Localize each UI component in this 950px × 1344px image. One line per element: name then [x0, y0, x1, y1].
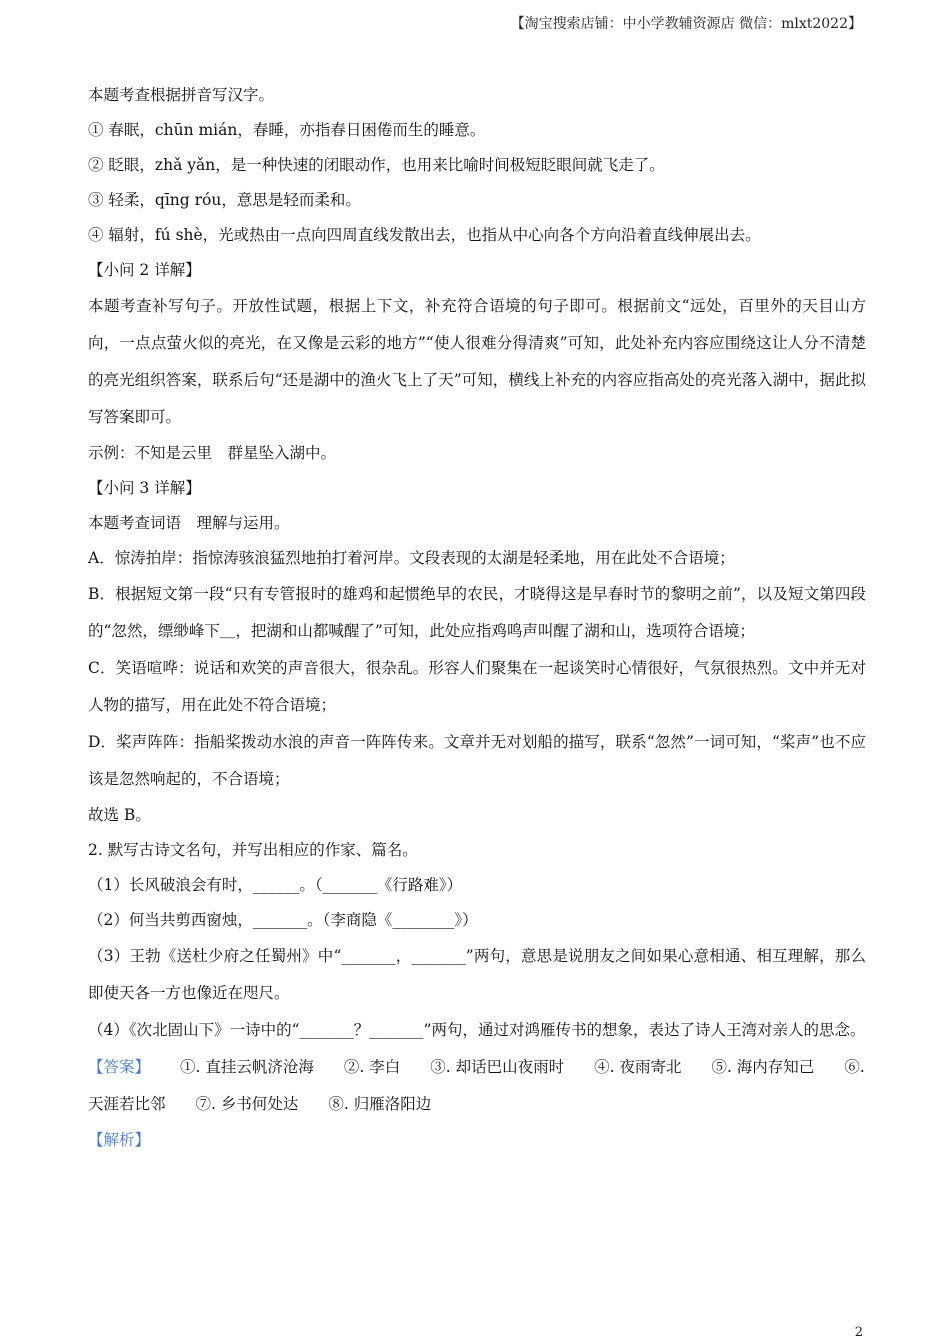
- page-number: 2: [854, 1325, 863, 1340]
- section-heading: 【小问 3 详解】: [88, 479, 201, 497]
- answer-item: ⑥. 天涯若比邻: [88, 1058, 865, 1113]
- answer-item: ⑧. 归雁洛阳边: [328, 1095, 432, 1113]
- option-c: C．笑语喧哗：说话和欢笑的声音很大，很杂乱。形容人们聚集在一起谈笑时心情很好，气氛很热烈。文中并无对人物的描写，用在此处不符合语境；: [88, 659, 866, 714]
- question-title: 2. 默写古诗文名句，并写出相应的作家、篇名。: [88, 841, 418, 859]
- text-line: 本题考查词语 理解与运用。: [88, 514, 290, 532]
- text-line: ④ 辐射，fú shè，光或热由一点向四周直线发散出去，也指从中心向各个方向沿着直线伸展出去。: [88, 226, 761, 244]
- answer-item: ⑦. 乡书何处达: [195, 1095, 299, 1113]
- question-item: （1）长风破浪会有时，______。（_______《行路难》）: [88, 876, 463, 894]
- answer-block: [88, 1049, 866, 1123]
- document-body: [88, 78, 866, 1158]
- text-paragraph: 本题考查补写句子。开放性试题，根据上下文，补充符合语境的句子即可。根据前文“远处，百里外的天目山方向，一点点萤火似的亮光，在又像是云彩的地方”“使人很难分得清爽”可知，此处补充内容应围绕这让人分不清楚的亮光组织答案，联系后句“还是湖中的渔火飞上了天”可知，横线上补充的内容应指高处的亮光落入湖中，据此拟写答案即可。: [88, 297, 866, 426]
- answer-label: 【答案】: [88, 1058, 151, 1076]
- text-line: ① 春眠，chūn mián，春睡，亦指春日困倦而生的睡意。: [88, 121, 486, 139]
- option-d: D．桨声阵阵：指船桨拨动水浪的声音一阵阵传来。文章并无对划船的描写，联系“忽然”一词可知，“桨声”也不应该是忽然响起的，不合语境；: [88, 733, 866, 788]
- page-header: 【淘宝搜索店铺：中小学教辅资源店 微信：mlxt2022】: [510, 16, 862, 32]
- answer-item: ⑤. 海内存知己: [711, 1058, 815, 1076]
- text-line: ③ 轻柔，qīng róu，意思是轻而柔和。: [88, 191, 361, 209]
- text-line: 本题考查根据拼音写汉字。: [88, 86, 275, 104]
- answer-item: ②. 李白: [343, 1058, 401, 1076]
- answer-item: ①. 直挂云帆济沧海: [180, 1058, 314, 1076]
- question-item: （4）《次北固山下》一诗中的“_______？_______”两句，通过对鸿雁传书的想象，表达了诗人王湾对亲人的思念。: [88, 1021, 866, 1039]
- answer-item: ④. 夜雨寄北: [594, 1058, 682, 1076]
- text-line: 故选 B。: [88, 806, 151, 824]
- question-item: （3）王勃《送杜少府之任蜀州》中“_______，_______”两句，意思是说朋友之间如果心意相通、相互理解，那么即使天各一方也像近在咫尺。: [88, 947, 866, 1002]
- text-line: 示例：不知是云里 群星坠入湖中。: [88, 444, 337, 462]
- analysis-label: 【解析】: [88, 1131, 151, 1149]
- option-b: B．根据短文第一段“只有专管报时的雄鸡和起惯绝早的农民，才晓得这是早春时节的黎明之前”，以及短文第四段的“忽然，缥缈峰下＿，把湖和山都喊醒了”可知，此处应指鸡鸣声叫醒了湖和山，选项符合语境；: [88, 585, 866, 640]
- text-line: ② 眨眼，zhǎ yǎn，是一种快速的闭眼动作，也用来比喻时间极短眨眼间就飞走了。: [88, 156, 665, 174]
- option-a: A．惊涛拍岸：指惊涛骇浪猛烈地拍打着河岸。文段表现的太湖是轻柔地，用在此处不合语境；: [88, 549, 735, 567]
- section-heading: 【小问 2 详解】: [88, 261, 201, 279]
- question-item: （2）何当共剪西窗烛，_______。（李商隐《________》）: [88, 911, 478, 929]
- answer-item: ③. 却话巴山夜雨时: [430, 1058, 565, 1076]
